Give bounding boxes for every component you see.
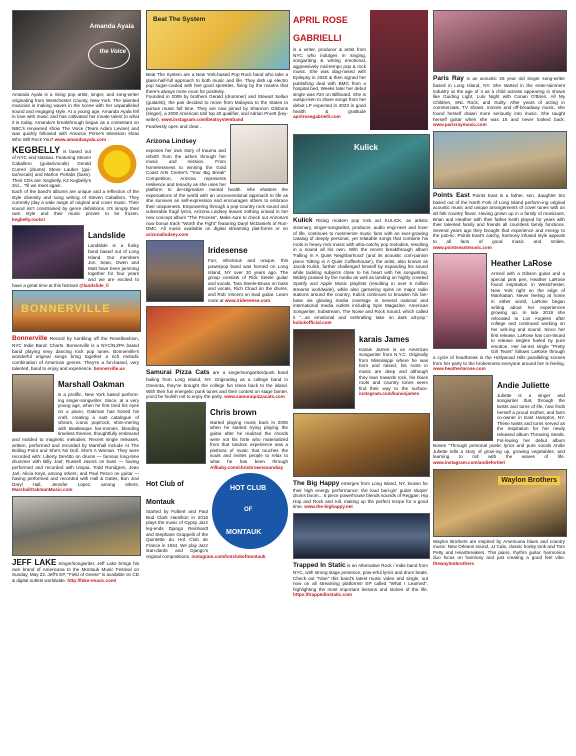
marshall-name: Marshall Oakman <box>58 380 125 390</box>
april-link[interactable]: aprilrosegabrielli.com <box>293 114 341 120</box>
marshall-link[interactable]: MarshallOakmanMusic.com <box>12 487 73 493</box>
trapped-name: Trapped In Static <box>293 562 346 570</box>
landslide-name: Landslide <box>88 231 126 241</box>
heather-name: Heather LaRose <box>491 259 552 269</box>
heather-text: Armed with a Gibson guitar and a special pink pen, Heather LaRose found inspiration in Westchester, New York right on the edge of Manhattan. Never feeling at home in either world, LaRose began writing about her experiences growing up. In late 2019 she relocated to Los Angeles after college and continued working on her writ-ing and sound. Since her first release, LaRose has con-tinued to release singles fueled by pure emotion. Her lat-est single "Pretty Girl Tears" follows LaRose through a cycle of heartbreak in the Hollywood Hills paralleling scenes from her party to the brokenness everyone around her is feeling. <box>433 271 565 366</box>
trapped-photo <box>293 513 430 559</box>
april-name-line-1: APRIL ROSE <box>293 15 348 25</box>
april-text: is a writer, producer & artist from NYC who indulges in singing, songwriting & writing emotional, aggressively mid-tempo pop & rock music. She was diag-nosed with Epilepsy in 2020 & then signed her publishing deal with BMG from a hospital bed. Weeks later her debut single was #24 on Billboard. She is outspo-ken to share songs from her debut LP expected in 2023 in good health & gratitude <box>293 47 366 114</box>
waylon-photo-caption: Waylon Brothers <box>498 476 560 485</box>
kegbelly-text-1: is based out of NYC and Nassau. Featuring Steven Caballero (guitar/vocals) Gerald Curreri (drums) Steve Lauber (gui-tar/vocals) and Marlon Portalis (bass). Their CDs are: Kegbelly, K2 Kegbelly's 3rd... 'Til we meet again. <box>12 149 92 189</box>
karais-name: karais James <box>359 334 410 344</box>
iridesense-photo <box>146 240 204 302</box>
amanda-text: Amanda Ayala is a rising pop artist, singer, and song-writer originating from Westchester County, New York. The talented musician is making waves in the scene with her unparalleled sound and engaging style. At a young age, Amanda Ayala fell in love with music and has cultivated her innate talent to what it is today. Amanda's breakthrough began as a contestant on NBC's renowned show The Voice (Team Adam Levine) and was quickly followed with Amazon Prime's television show Who Will Rock You? <box>12 92 139 142</box>
paris-ray-link[interactable]: www.parisraymusic.com <box>433 122 487 128</box>
hotclub-text: Started by Fulbert and Paul Bud Clark Hamilton in 2016 plays the music of Gypsy Jazz leg-ends Django Reinhardt and Stephane Grappelli of the Quintette du Hot Club de France in 1934. We play Jazz stan-dards and Django's original compositions. <box>146 509 208 559</box>
beat-system-link[interactable]: www.instagram.com/beatsystemband <box>161 116 244 122</box>
landslide-link[interactable]: @landslide_li <box>79 282 109 288</box>
kegbelly-link[interactable]: kegbelly.rocks! <box>12 216 46 222</box>
kulick-name: Kulick <box>293 217 313 224</box>
chris-text: started playing music back in 2005 when he started trying playing the guitar after he realized the chords were not his forte who materialized from that random experience was a plethora of music that touches the souls and invites people to relax to what he has been through <box>210 419 288 464</box>
jeff-name: JEFF LAKE <box>12 557 57 567</box>
amanda-photo-caption: Amanda Ayala <box>89 23 134 30</box>
column-1 <box>12 10 139 584</box>
marshall-photo <box>12 374 54 432</box>
hotclub-logo-of: OF <box>244 507 253 514</box>
andie-photo <box>433 375 493 441</box>
beat-system-photo <box>146 10 290 70</box>
points-east-name: Points East <box>433 191 470 199</box>
karais-photo <box>293 329 355 409</box>
kulick-photo-caption: Kulick <box>354 143 379 152</box>
hotclub-logo <box>212 473 288 549</box>
samurai-text: are a singer/songwriter/punk band hailing from Long Island, NY. Originating as a college band in Oneonta, they've brought the college fun times back to the island. With their fun energetic punk tunes and their contest on stage banter, you'd be foolish not to enjoy the party. <box>146 370 288 400</box>
amanda-link[interactable]: www.amandaayala.com <box>54 136 107 142</box>
samurai-name: Samurai Pizza Cats <box>146 369 210 377</box>
beat-system-photo-caption: Beat The System <box>153 16 206 23</box>
points-east-photo <box>433 131 567 189</box>
andie-link[interactable]: www.instagram.com/andiefortier/ <box>433 459 506 465</box>
the-voice-logo <box>88 41 130 69</box>
heather-link[interactable]: www.heatherlarose.com <box>433 366 486 372</box>
chris-photo <box>146 402 206 464</box>
bonnerville-link[interactable]: bonnerville.us <box>93 365 125 371</box>
trapped-link[interactable]: https://trappedinstatic.com <box>293 592 352 598</box>
chris-link[interactable]: Allbaby.com/chrisbrownsoundiay <box>210 464 284 470</box>
bighappy-link[interactable]: www.the-bighappy.net <box>304 504 353 510</box>
bonnerville-text: Record by tumbling off the Revelbashion, NYC Indie Band: Charts. Bonnerville is a NYC/NJ/PA based band playing sexy dancing rock pop tunes. Bonnerville's wonderful original songs bring together a rich melodic combination of American genres. They're a fun-based, very talented, band to enjoy and experience. <box>12 336 139 371</box>
karais-link[interactable]: instagram.com/karaisjames <box>359 391 420 397</box>
jeff-link[interactable]: http://fake-music.com/ <box>67 578 117 584</box>
beat-system-text-2: Founded in 2009 by brothers Gerald (drummer) and Stewart Sellan (guitarist), the pair decided to move from Malaysia to the States to pursue music full time. They are now joined by Shannon Gibbons (singer), a 2000 American Idol top 40 qualifier, and Adrian Pruett (key-writer). <box>146 94 288 122</box>
hotclub-name: Hot Club of Montauk <box>146 481 184 507</box>
beat-system-text-1: Beat The System are a New York-based Pop Rock band who take a glass-half-full approach to both music and life. They dish up electro pop sugar-coated with feel good sprinkles, fixing by the mantra that there's always more room for positivity. <box>146 72 288 94</box>
kegbelly-name: KEGBELLY <box>12 145 61 156</box>
landslide-text: Landslide is a funky band based out of Long Island. Our members Jon, Sean, Owen and Matt have been jamming together for four years and we are excited to have a great time at this festival! <box>12 243 139 288</box>
andie-text: Juliette is a singer and songwriter that, through the twists and turns of life, now finds herself a proud mother, and farm co-owner in East Hampton, NY. These twists and turns served as the inspiration for her newly released album Throwing Seeds. Fol-lowing her debut album Bones "Through personal poetic lyrics and pure vocals Andie Juliette tells a story of grow-ing up, growing vegetables, and learning to roll with the waves of life. <box>433 392 565 460</box>
hotclub-link[interactable]: instagram.com/hotclubofmontauk <box>191 553 266 559</box>
karais-text: Karais James is an American Songwriter from N.Y.C. Originally from Mississippi where he was born and raised, his roots in music are deep and although they lean towards rock, his blues roots and country tones seem find their way to the surface. <box>359 346 428 391</box>
points-east-link[interactable]: www.pointseastmusic.com <box>433 244 492 250</box>
waylon-text: Waylon Brothers are inspired by Americana blues and country music: New Orleans sound, JJ Cale, classic honky tonk and Tom Petty and Heartbreakers. This piano, rhythm guitar, harmonica duo focus on harmony and just creating a good feel vibe. <box>433 538 565 561</box>
marshall-text: is a prolific, New York based perform-ing singer-songwriter. Since, at a very young age, when he first tried his eyes on a piano, Oakman has honed his craft, creating a vast catalogue of vibrant, iconic pop/rock, shim-mering with Beatlesque har-monies, blending timeless themes, thoughtfully embraced and molded to magnetic melodies. Recent single releases, written, performed and recorded by Marshall include At The Boiling Point and She's No Doll. She's A Woman. They were recorded with: Liberty DeVitto on drums — famous long-time drummer with Billy Joel; Russell Javors on bass — having performed and recorded with Utopia, Todd Rundgren, Jean Jarl, Alicia Keys, among others; and Paul Pesco on guitar — having performed and recorded with Hall & Oates, Bon Jovi Daryl Hall, Jennifer Lopez, among others. <box>12 392 139 487</box>
april-photo <box>370 10 428 130</box>
column-4 <box>433 10 565 566</box>
hotclub-logo-top: HOT CLUB <box>230 485 267 493</box>
samurai-photo <box>146 306 290 366</box>
column-3 <box>293 10 428 598</box>
hotclub-logo-bottom: MONTAUK <box>226 529 262 537</box>
arizona-photo <box>230 124 288 184</box>
bonnerville-banner-text: BONNERVILLE <box>21 303 111 316</box>
andie-name: Andie Juliette <box>497 380 550 390</box>
beat-system-text-3: Fearlessly open and clear... <box>146 124 203 130</box>
waylon-photo <box>433 469 567 537</box>
kegbelly-text-2: Each of the band's albums are unique and a reflection of the style diversity and song writing of Steven Caballero. They currently play a wide range of original and cover music. Their sound isn't constrained by genre definitions. It's simply their own style and their music proves to be frozen. <box>12 188 139 217</box>
the-voice-logo-text: the Voice <box>99 49 126 55</box>
bonnerville-banner <box>12 290 141 332</box>
samurai-link[interactable]: www.samuraipizzacats.com <box>224 394 285 400</box>
bighappy-name: The Big Happy <box>293 479 340 487</box>
bonnerville-name: Bonnerville <box>12 335 48 343</box>
kulick-photo <box>293 134 430 214</box>
kegbelly-logo <box>95 145 139 187</box>
jeff-photo <box>12 496 141 556</box>
column-2 <box>146 10 288 560</box>
arizona-name: Arizona Lindsey <box>146 137 197 145</box>
iridesense-link[interactable]: www.iridesense.com <box>224 297 271 303</box>
april-name-line-2: GABRIELLI <box>293 33 342 43</box>
jeff-text: Singer/songwriter, Jeff Lake brings his own brand of Americana to the Montauk Music Festival on Sunday, May 22. Jeff's EP, "Field of Geese" is available on CD & digital outlets worldwide. <box>12 560 139 584</box>
arizona-link[interactable]: arizonalindsey.com <box>146 231 189 237</box>
paris-ray-name: Paris Ray <box>433 75 464 82</box>
kulick-text: Rising modern pop rock act KULICK, an artistic visionary, singer-songwriter, producer, audio engi-neer and lover of life, continues to mesmerize music fans with an ever-growing catalog of deeply personal, yet relatable songs that combine his roots in heavy rock music with ultra-catchy pop melodies, resulting in a sound all his own. With the recent breakthrough album 'Falling in A Quiet Neighborhood' (and its acoustic com-panion piece 'Sitting in A Quiet Coffeehouse'), the artist, also known as Jacob Kulick, further challenged himself by expanding his sound while tackling subjects close to his heart with his songwriting. Widely praised by the media as well as landing on highly coveted Spotify and Apple Music playlists (resulting in over 5 million streams worldwide), while also garnering spins on major radio stations around the country, Kulick continues to broaden his fan-base via glowing media coverage in several national and international media outlets including Spin Magazine, American Songwriter, Substream, The Noise and Rock Sound, which called it "...an emotional and enthralling take on dark alt-pop." <box>293 218 429 320</box>
iridesense-name: Iridesense <box>208 246 248 256</box>
arizona-text: exposes her own story of trauma and rebirth from the ashes through her music and mission. From homelessness to winning the Gold Coast Arts Center's "Your Big Break" Competition, Arizona represents resilience and tenacity as she uses her platform to de-stigmatize mental health. She shatters the expectations of the world with an unconventional approach to life as she survives an self-expression and encourages others to embrace their uniqueness. Empowering through a pop-country rock sound and vulnerable fragil lyrics, Arizona Lindsey leaves nothing unsaid in her new concept album "The Process". Make sure to check out Arizona's now bonus track "Worth the Fight" featuring Daryl McDaniels of Run-DMC. All music available on digital streaming plat-forms or on <box>146 147 288 232</box>
paris-ray-text: is an acoustic 26 year old singer song-writer based in Long Island, NY. She started in the enter-tainment industry at the age of 4 as a child actress appearing in shows like Guiding Light, Lulu Night with Conan O'Brien, All My Children, SNL Rock, and Guilty. After years of acting in commercials, TV shows, movies and off-broadway music, she found herself drawn more seriously into music. She taught herself guitar when she was 15 and never looked back. <box>433 76 565 122</box>
chris-name: Chris brown <box>210 407 257 417</box>
trapped-text: is an Alternative Rock / Indie band from NYC, with strong stage presence, pow-erful lyrics and drum beats. Check out "Nine" this band's latest music video and single, out now on all streaming platforms! EP called "What I Learned", highlighting the most important lessons and stories of the life. <box>293 563 428 592</box>
heather-photo <box>433 253 487 349</box>
bighappy-text: emerges from Long Island, NY, known for their high energy performance: the loud bari-gin' guitar slurpin' drums boom... 5 piece powerhouse blends sounds of Reggae, Hip Hop and Rock and roll, making up the perfect recipe for a good time. <box>293 480 428 510</box>
points-east-text: Points East is a father, son, daughter trio based out of the North Fork of Long Island perform-ing original acoustic music and unique arrangements of cover tunes with an alt folk country flavor. Having grown up in a family of musicians, Brian and Heather with their father Keith played for years with their talented family and friends all countless family functions. Several years ago they brought that experience and energy to the pub-lic. Points East's catchy, harmony infused style appeals to all fans of good music and smiles. <box>433 192 566 244</box>
amanda-photo <box>12 10 141 90</box>
waylon-link[interactable]: thewaylonbrothers <box>433 560 475 566</box>
paris-ray-photo <box>433 10 567 72</box>
iridesense-text: Fun, infectious and unique, this powerpop band was formed on Long Island, NY over 20 years ago. The group consists of Rick Steele guitar and vocals, Tara Steele-Bruan on bass and vocals, Rich Cloud on the drums, and Rob Vincent on lead guitar. Learn more at <box>208 258 288 303</box>
kulick-link[interactable]: kulickofficial.com <box>293 320 332 326</box>
bighappy-photo <box>293 413 430 477</box>
landslide-photo <box>12 225 84 279</box>
